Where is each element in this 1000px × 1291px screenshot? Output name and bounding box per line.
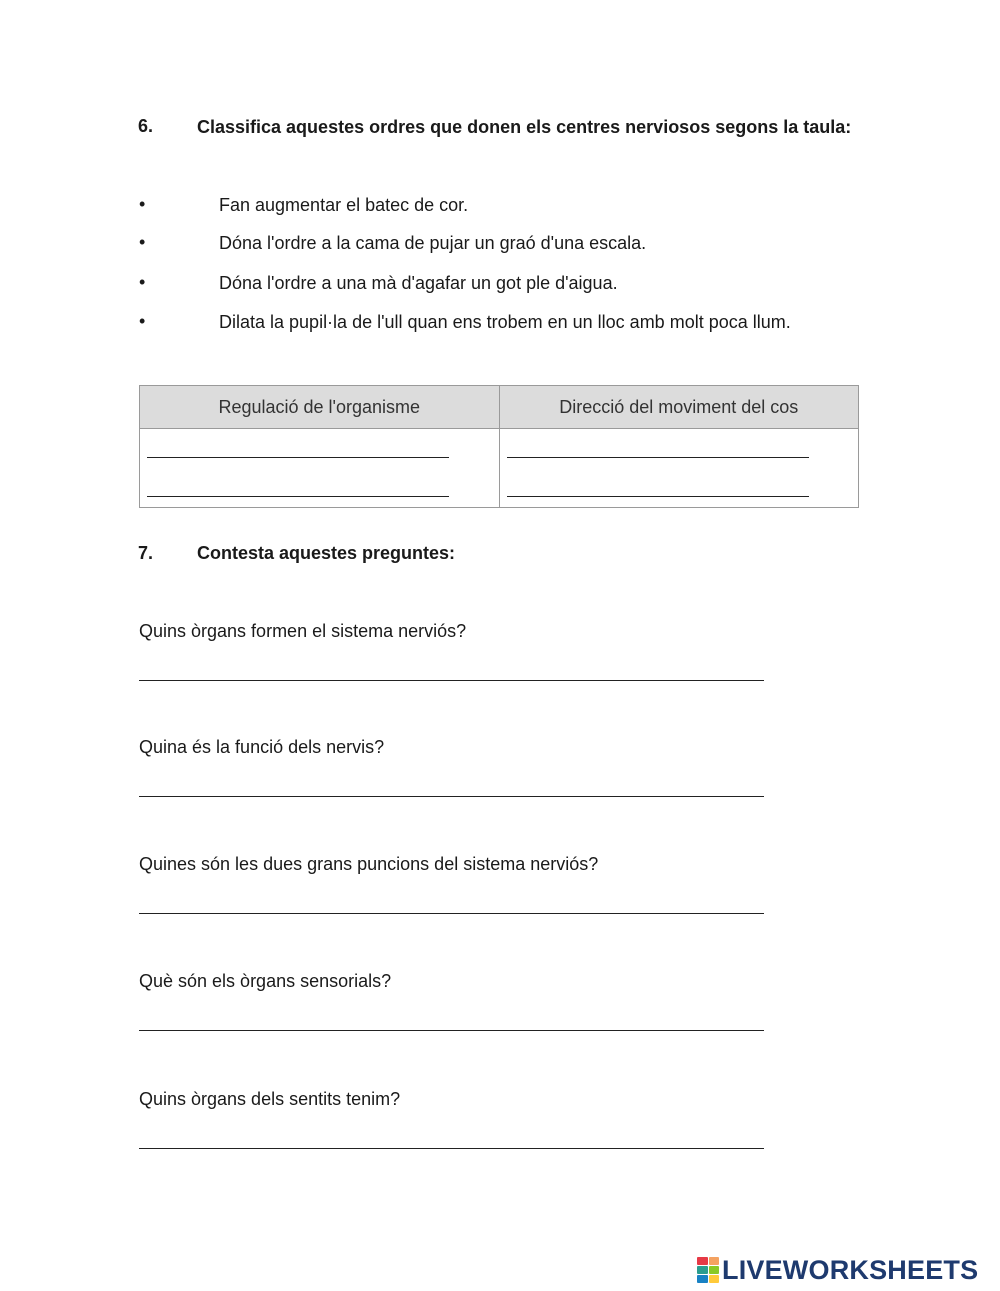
table-cell-movement[interactable] xyxy=(499,429,859,508)
answer-line[interactable] xyxy=(139,680,764,681)
liveworksheets-logo xyxy=(697,1255,978,1285)
answer-line[interactable] xyxy=(139,1030,764,1031)
bullet-item: Dóna l'ordre a una mà d'agafar un got ple d'aigua. xyxy=(219,273,618,293)
table-header-movement: Direcció del moviment del cos xyxy=(499,386,859,429)
question-6-title: Classifica aquestes ordres que donen els centres nerviosos segons la taula: xyxy=(197,117,852,137)
question-7-number: 7. xyxy=(138,543,154,563)
question-text: Quins òrgans dels sentits tenim? xyxy=(139,1089,401,1109)
logo-icon xyxy=(697,1257,719,1283)
answer-line[interactable] xyxy=(139,796,764,797)
table-header-regulation: Regulació de l'organisme xyxy=(140,386,500,429)
bullet-item: Fan augmentar el batec de cor. xyxy=(219,195,469,215)
answer-blank[interactable] xyxy=(507,496,809,497)
answer-blank[interactable] xyxy=(147,457,449,458)
bullet-icon: • xyxy=(139,311,146,331)
answer-blank[interactable] xyxy=(147,496,449,497)
bullet-item: Dóna l'ordre a la cama de pujar un graó d'una escala. xyxy=(219,233,647,253)
question-text: Què són els òrgans sensorials? xyxy=(139,971,392,991)
question-7-title: Contesta aquestes preguntes: xyxy=(197,543,456,563)
answer-line[interactable] xyxy=(139,913,764,914)
bullet-icon: • xyxy=(139,232,146,252)
question-text: Quina és la funció dels nervis? xyxy=(139,737,385,757)
answer-blank[interactable] xyxy=(507,457,809,458)
classification-table xyxy=(139,385,859,508)
answer-line[interactable] xyxy=(139,1148,764,1149)
question-6-number: 6. xyxy=(138,116,154,136)
question-text: Quins òrgans formen el sistema nerviós? xyxy=(139,621,467,641)
bullet-item: Dilata la pupil·la de l'ull quan ens trobem en un lloc amb molt poca llum. xyxy=(219,312,791,332)
logo-text: LIVEWORKSHEETS xyxy=(722,1254,979,1285)
bullet-icon: • xyxy=(139,194,146,214)
question-text: Quines són les dues grans puncions del sistema nerviós? xyxy=(139,854,599,874)
table-cell-regulation[interactable] xyxy=(140,429,500,508)
bullet-icon: • xyxy=(139,272,146,292)
